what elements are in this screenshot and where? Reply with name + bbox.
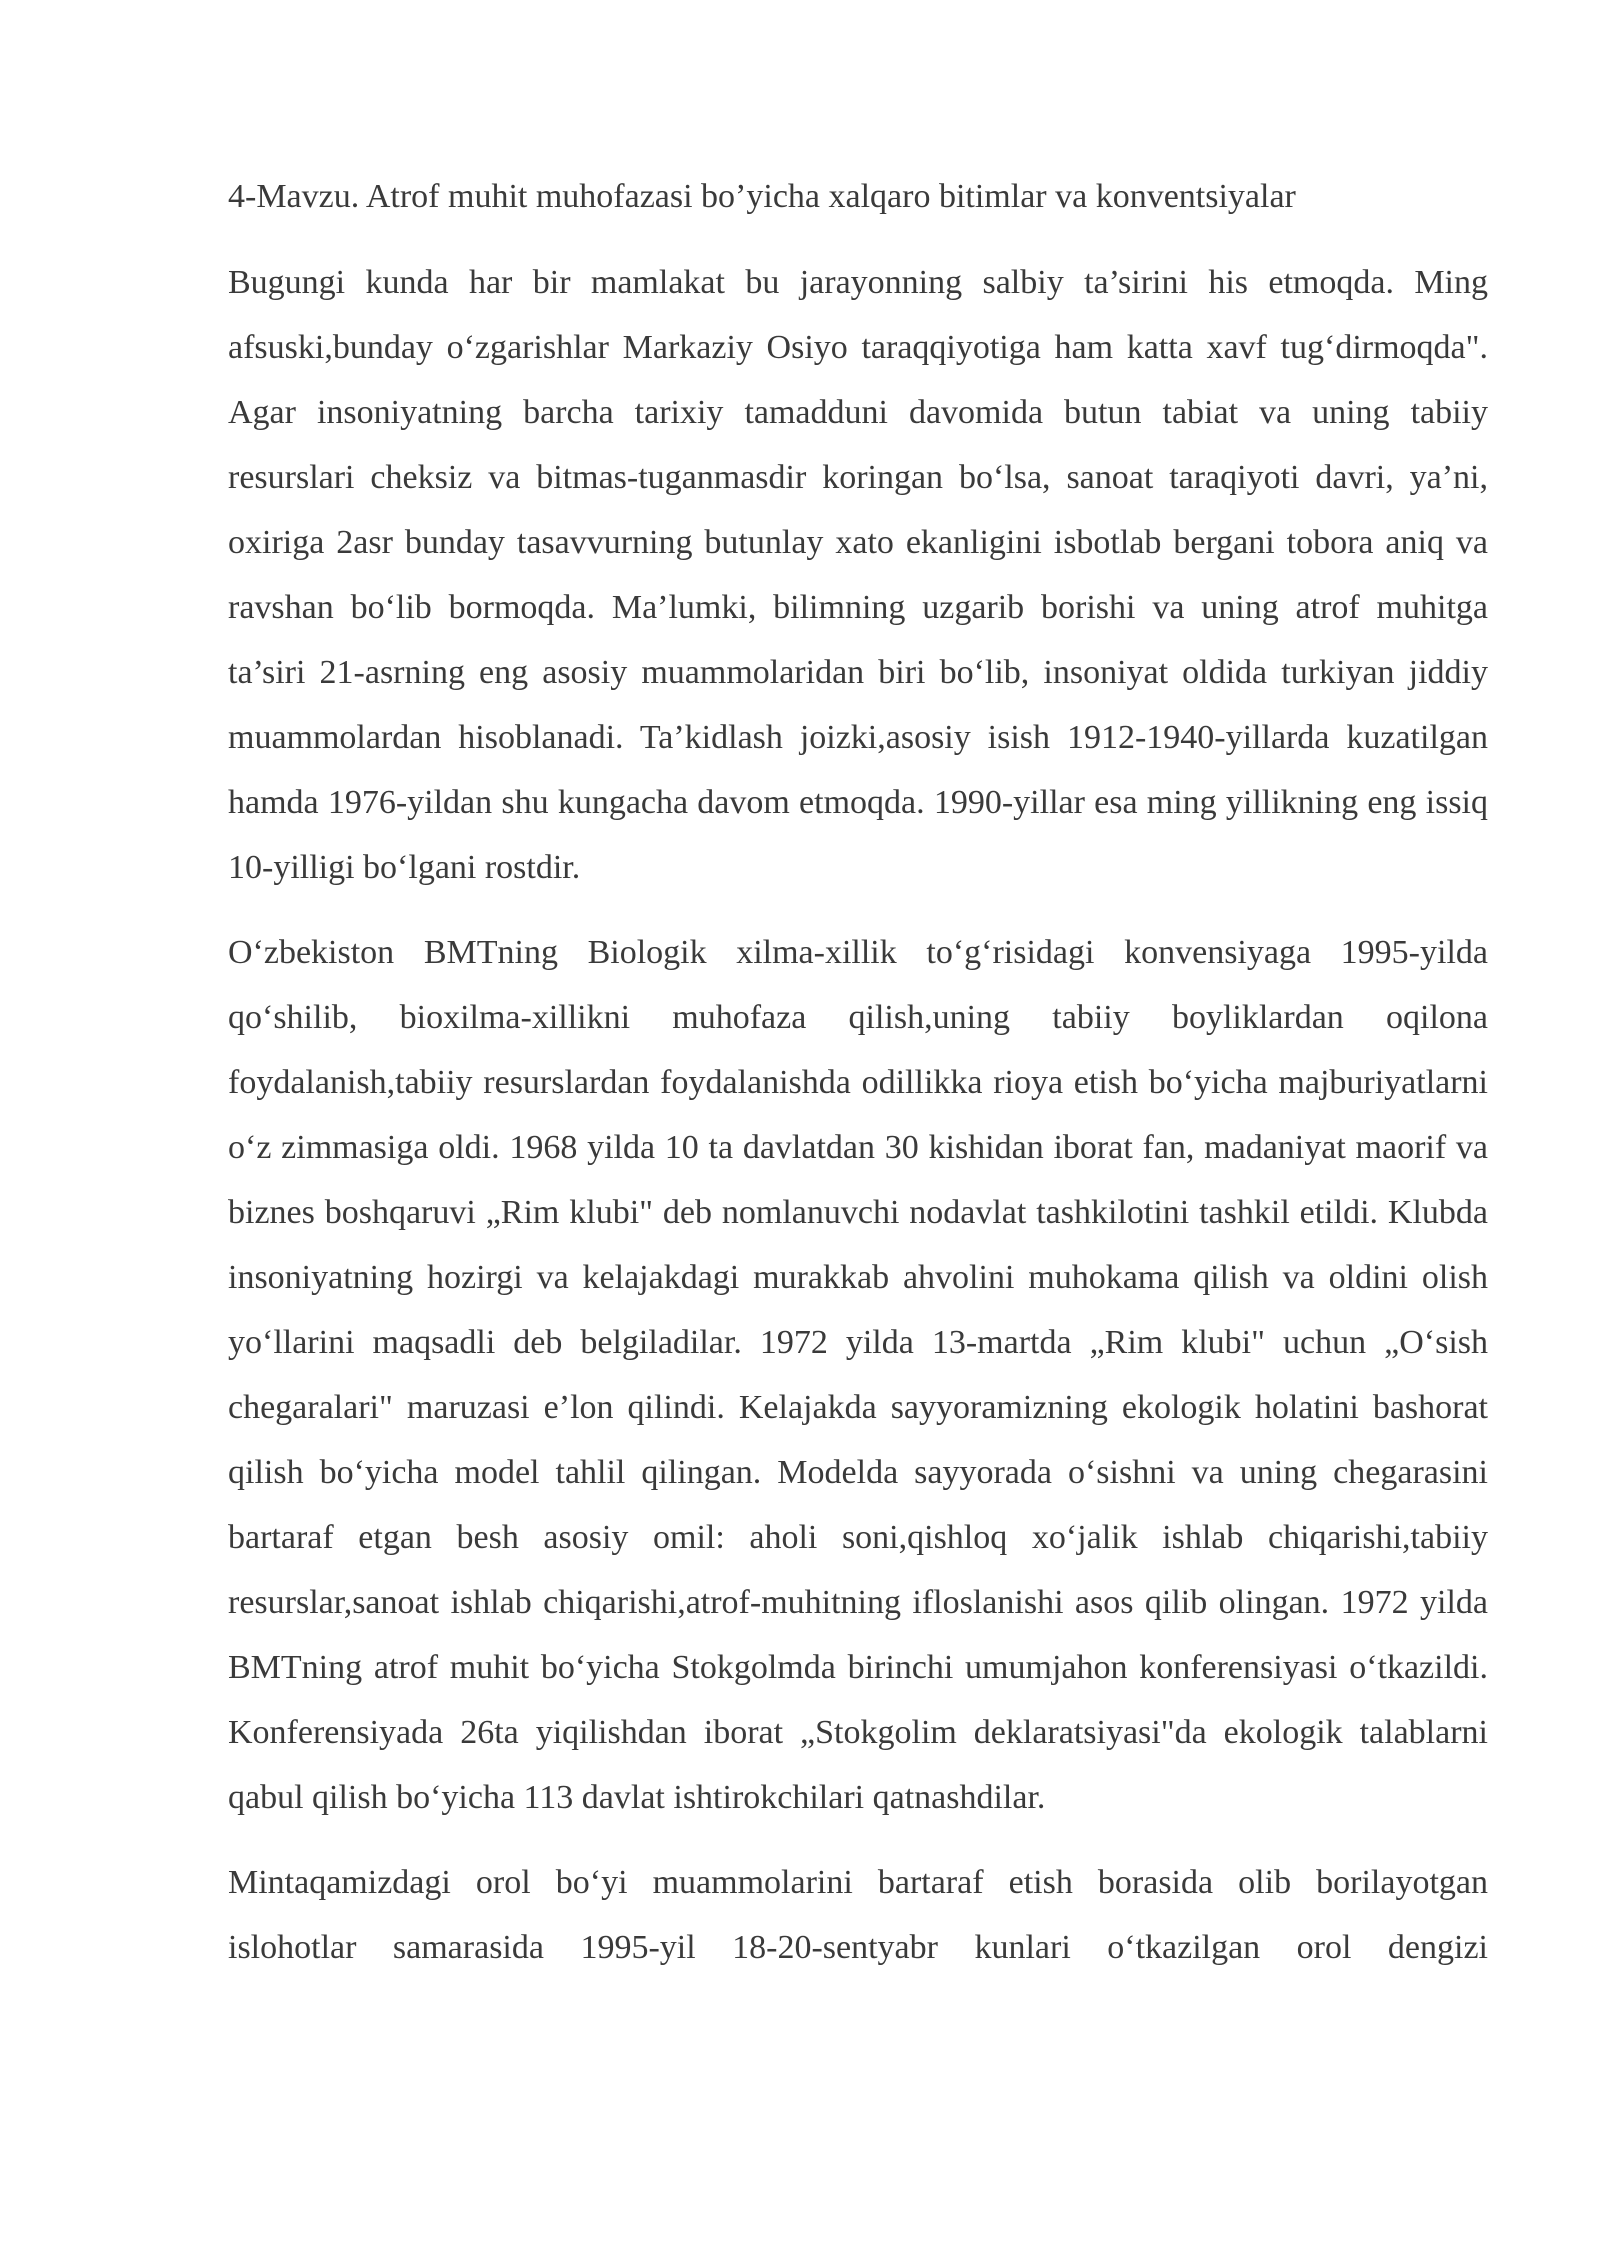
paragraph-1: Bugungi kunda har bir mamlakat bu jarayonning salbiy ta’sirini his etmoqda. Ming afsuski,bunday oʻzgarishlar Markaziy Osiyo taraqqiyotiga ham katta xavf tugʻdirmoqda". Agar insoniyatning barcha tarixiy tamadduni davomida butun tabiat va uning tabiiy resurslari cheksiz va bitmas-tuganmasdir koringan boʻlsa, sanoat taraqiyoti davri, ya’ni, oxiriga 2asr bunday tasavvurning butunlay xato ekanligini isbotlab bergani tobora aniq va ravshan boʻlib bormoqda. Ma’lumki, bilimning uzgarib borishi va uning atrof muhitga ta’siri 21-asrning eng asosiy muammolaridan biri boʻlib, insoniyat oldida turkiyan jiddiy muammolardan hisoblanadi. Ta’kidlash joizki,asosiy isish 1912-1940-yillarda kuzatilgan hamda 1976-yildan shu kungacha davom etmoqda. 1990-yillar esa ming yillikning eng issiq 10-yilligi boʻlgani rostdir.	[228, 264, 1488, 886]
paragraph-3: Mintaqamizdagi orol boʻyi muammolarini bartaraf etish borasida olib borilayotgan islohotlar samarasida 1995-yil 18-20-sentyabr kunlari oʻtkazilgan orol dengizi	[228, 1864, 1488, 1966]
document-body	[228, 250, 1488, 2000]
paragraph-2: Oʻzbekiston BMTning Biologik xilma-xillik toʻgʻrisidagi konvensiyaga 1995-yilda qoʻshilib, bioxilma-xillikni muhofaza qilish,uning tabiiy boyliklardan oqilona foydalanish,tabiiy resurslardan foydalanishda odillikka rioya etish boʻyicha majburiyatlarni oʻz zimmasiga oldi. 1968 yilda 10 ta davlatdan 30 kishidan iborat fan, madaniyat maorif va biznes boshqaruvi „Rim klubi" deb nomlanuvchi nodavlat tashkilotini tashkil etildi. Klubda insoniyatning hozirgi va kelajakdagi murakkab ahvolini muhokama qilish va oldini olish yoʻllarini maqsadli deb belgiladilar. 1972 yilda 13-martda „Rim klubi" uchun „Oʻsish chegaralari" maruzasi e’lon qilindi. Kelajakda sayyoramizning ekologik holatini bashorat qilish boʻyicha model tahlil qilingan. Modelda sayyorada oʻsishni va uning chegarasini bartaraf etgan besh asosiy omil: aholi soni,qishloq xoʻjalik ishlab chiqarishi,tabiiy resurslar,sanoat ishlab chiqarishi,atrof-muhitning ifloslanishi asos qilib olingan. 1972 yilda BMTning atrof muhit boʻyicha Stokgolmda birinchi umumjahon konferensiyasi oʻtkazildi. Konferensiyada 26ta yiqilishdan iborat „Stokgolim deklaratsiyasi"da ekologik talablarni qabul qilish boʻyicha 113 davlat ishtirokchilari qatnashdilar.	[228, 934, 1488, 1816]
document-title: 4-Mavzu. Atrof muhit muhofazasi bo’yicha xalqaro bitimlar va konventsiyalar	[228, 178, 1296, 215]
